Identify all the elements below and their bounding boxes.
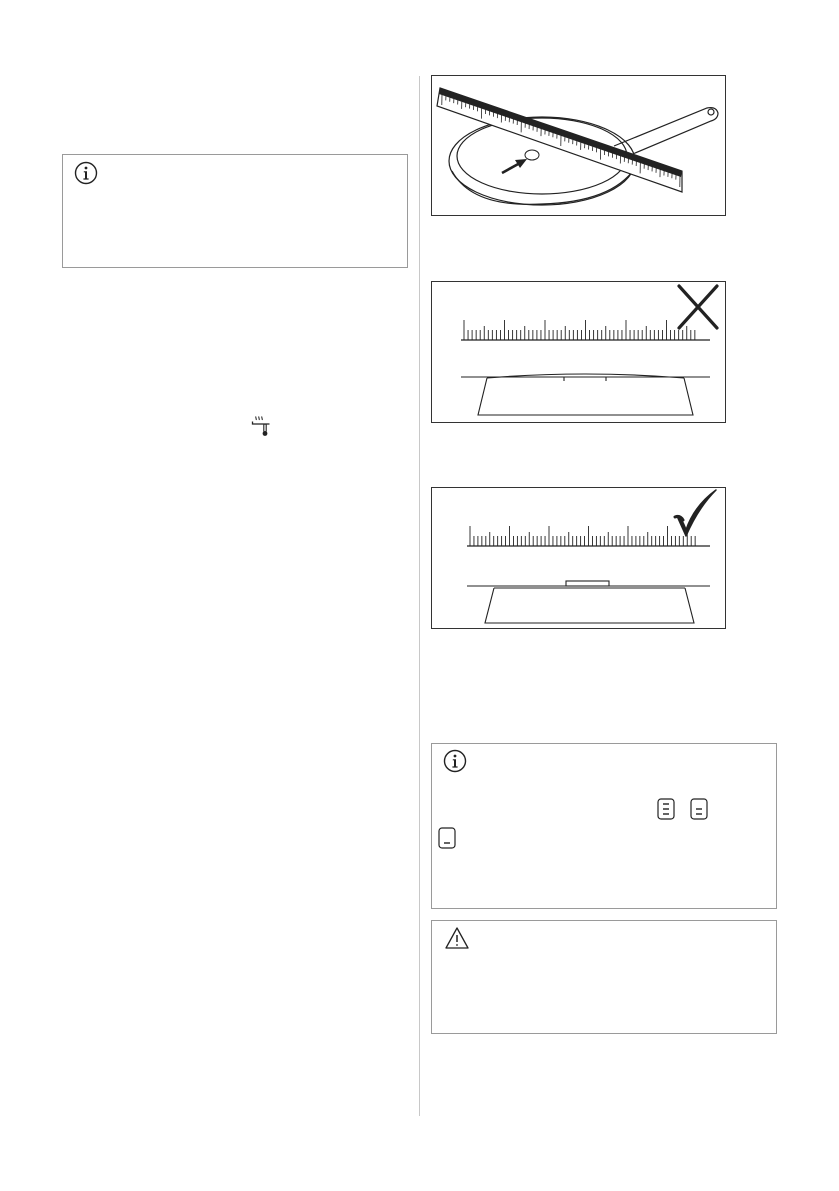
info-note-box bbox=[62, 154, 408, 268]
info-icon bbox=[443, 749, 467, 773]
column-divider bbox=[419, 76, 420, 1116]
check-mark-icon bbox=[675, 490, 716, 536]
ruler bbox=[437, 88, 682, 192]
level-1-display-icon bbox=[438, 827, 456, 849]
correct-flatness-figure bbox=[431, 487, 726, 629]
ruler-scale bbox=[467, 526, 710, 546]
level-2-display-icon bbox=[690, 798, 708, 820]
pan-ruler-figure bbox=[431, 75, 726, 216]
level-3-display-icon bbox=[657, 798, 675, 820]
pan-profile-flat bbox=[467, 581, 710, 623]
incorrect-flatness-figure bbox=[431, 281, 726, 423]
ruler-scale bbox=[461, 320, 710, 340]
pan-profile-convex bbox=[461, 374, 710, 415]
cross-mark-icon bbox=[679, 286, 717, 328]
warning-box bbox=[431, 920, 777, 1034]
info-icon bbox=[74, 161, 98, 185]
pan-temperature-sensor-icon bbox=[251, 415, 273, 437]
warning-triangle-icon bbox=[444, 926, 470, 950]
info-note-box-right bbox=[431, 743, 777, 909]
arrow-pointer-icon bbox=[502, 150, 539, 173]
